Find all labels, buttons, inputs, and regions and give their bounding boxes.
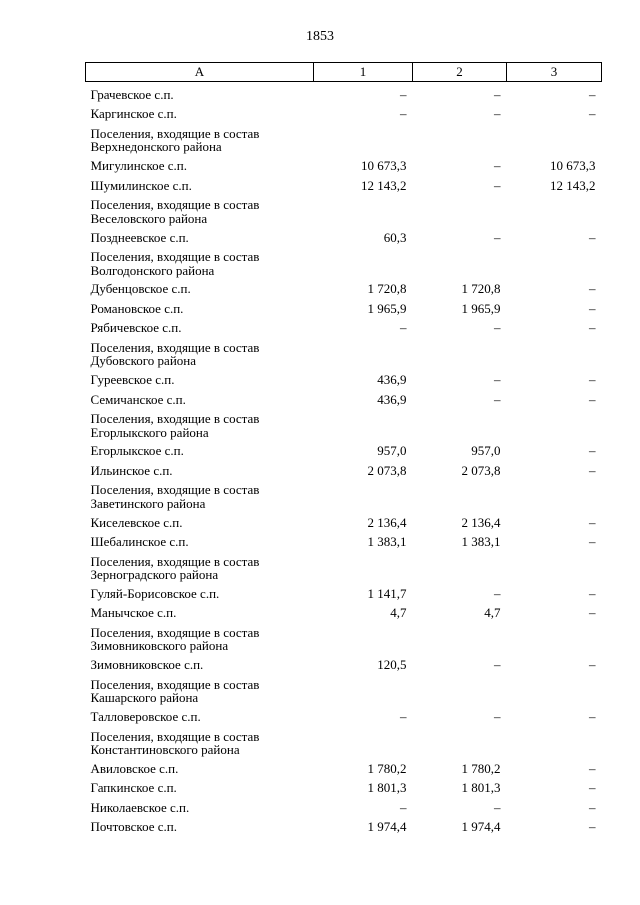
column-3-cell: –: [589, 229, 596, 245]
column-2-cell: 1 974,4: [461, 819, 501, 835]
table-row: [86, 387, 602, 406]
settlement-name-cell: Манычское с.п.: [90, 605, 177, 621]
column-2-cell: [413, 672, 507, 705]
column-2-cell: –: [494, 320, 501, 336]
settlement-name-cell: Талловеровское с.п.: [90, 709, 201, 725]
table-group-row: [86, 672, 602, 705]
group-heading-cell: Поселения, входящие в состав Дубовского района: [90, 339, 260, 369]
column-3-cell: 10 673,3: [550, 158, 596, 174]
column-2-cell: 4,7: [484, 605, 501, 621]
column-1-cell: 10 673,3: [361, 158, 407, 174]
settlement-name-cell: Николаевское с.п.: [90, 799, 190, 815]
column-2-cell: [413, 193, 507, 226]
settlement-name-cell: Авиловское с.п.: [90, 761, 179, 777]
table-group-row: [86, 620, 602, 653]
table-group-row: [86, 478, 602, 511]
group-heading-cell: Поселения, входящие в состав Зимовниковского района: [90, 624, 260, 654]
table-row: [86, 530, 602, 549]
table-row: [86, 815, 602, 834]
settlement-name-cell: Каргинское с.п.: [90, 106, 177, 122]
column-3-cell: –: [589, 443, 596, 459]
column-2-cell: –: [494, 229, 501, 245]
table-row: [86, 510, 602, 529]
settlement-name-cell: Шебалинское с.п.: [90, 534, 189, 550]
table-row: [86, 582, 602, 601]
column-3-cell: –: [589, 819, 596, 835]
table-row: [86, 776, 602, 795]
column-1-cell: 957,0: [377, 443, 407, 459]
column-3-cell: –: [589, 372, 596, 388]
table-body: [86, 82, 602, 835]
settlement-name-cell: Романовское с.п.: [90, 300, 184, 316]
table-group-row: [86, 245, 602, 278]
table-group-row: [86, 407, 602, 440]
column-2-cell: –: [494, 585, 501, 601]
table-row: [86, 458, 602, 477]
table-row: [86, 757, 602, 776]
column-3-cell: –: [589, 391, 596, 407]
column-2-cell: –: [494, 372, 501, 388]
settlement-name-cell: Почтовское с.п.: [90, 819, 177, 835]
column-1-cell: [314, 121, 413, 154]
page-number: 1853: [306, 29, 334, 44]
column-1-cell: [314, 193, 413, 226]
column-3-cell: –: [589, 534, 596, 550]
column-3-cell: –: [589, 514, 596, 530]
column-3-cell: –: [589, 300, 596, 316]
table-row: [86, 173, 602, 192]
column-3-cell: –: [589, 799, 596, 815]
column-2-cell: 2 136,4: [461, 514, 501, 530]
column-2-cell: [413, 478, 507, 511]
column-3-cell: –: [589, 462, 596, 478]
column-3-cell: –: [589, 585, 596, 601]
column-1-cell: 1 801,3: [367, 780, 407, 796]
column-3-cell: [507, 335, 602, 368]
settlement-name-cell: Грачевское с.п.: [90, 87, 174, 102]
table-row: [86, 439, 602, 458]
group-heading-cell: Поселения, входящие в состав Верхнедонского района: [90, 125, 260, 155]
column-2-cell: [413, 549, 507, 582]
table-row: [86, 296, 602, 315]
column-1-cell: 2 136,4: [367, 514, 407, 530]
column-1-cell: –: [400, 106, 407, 122]
table-row: [86, 316, 602, 335]
column-3-cell: [507, 620, 602, 653]
table-row: [86, 277, 602, 296]
column-3-cell: [507, 549, 602, 582]
settlement-name-cell: Гапкинское с.п.: [90, 780, 177, 796]
table-row: [86, 82, 602, 103]
column-1-cell: –: [400, 320, 407, 336]
column-3-cell: [507, 121, 602, 154]
column-header-2: 2: [413, 63, 507, 82]
column-header-a: А: [86, 63, 314, 82]
table-row: [86, 154, 602, 173]
table-group-row: [86, 335, 602, 368]
column-2-cell: –: [494, 177, 501, 193]
column-3-cell: –: [589, 761, 596, 777]
table-group-row: [86, 549, 602, 582]
column-1-cell: –: [400, 87, 407, 102]
column-1-cell: 1 780,2: [367, 761, 407, 777]
column-2-cell: –: [494, 657, 501, 673]
column-1-cell: –: [400, 799, 407, 815]
column-2-cell: [413, 620, 507, 653]
group-heading-cell: Поселения, входящие в состав Кашарского района: [90, 676, 260, 706]
column-1-cell: 1 720,8: [367, 281, 407, 297]
column-2-cell: 2 073,8: [461, 462, 501, 478]
column-1-cell: [314, 478, 413, 511]
column-2-cell: –: [494, 158, 501, 174]
column-1-cell: –: [400, 709, 407, 725]
settlement-name-cell: Семичанское с.п.: [90, 391, 186, 407]
column-header-3: 3: [507, 63, 602, 82]
column-1-cell: 4,7: [390, 605, 407, 621]
column-1-cell: 1 383,1: [367, 534, 407, 550]
column-2-cell: –: [494, 391, 501, 407]
column-1-cell: [314, 245, 413, 278]
column-1-cell: 2 073,8: [367, 462, 407, 478]
column-2-cell: 1 383,1: [461, 534, 501, 550]
column-1-cell: 436,9: [377, 372, 407, 388]
column-2-cell: [413, 245, 507, 278]
column-3-cell: 12 143,2: [550, 177, 596, 193]
table-row: [86, 601, 602, 620]
settlement-name-cell: Гуляй-Борисовское с.п.: [90, 585, 220, 601]
table-row: [86, 653, 602, 672]
table-row: [86, 368, 602, 387]
column-3-cell: –: [589, 657, 596, 673]
column-1-cell: 60,3: [383, 229, 407, 245]
column-3-cell: –: [589, 281, 596, 297]
column-1-cell: 1 141,7: [367, 585, 407, 601]
column-3-cell: [507, 478, 602, 511]
column-3-cell: –: [589, 780, 596, 796]
settlement-name-cell: Позднеевское с.п.: [90, 229, 189, 245]
table-row: [86, 225, 602, 244]
column-2-cell: [413, 121, 507, 154]
settlement-name-cell: Киселевское с.п.: [90, 514, 183, 530]
column-3-cell: [507, 193, 602, 226]
settlement-name-cell: Рябичевское с.п.: [90, 320, 182, 336]
column-3-cell: [507, 407, 602, 440]
column-2-cell: [413, 335, 507, 368]
column-3-cell: –: [589, 605, 596, 621]
column-2-cell: [413, 407, 507, 440]
column-2-cell: [413, 724, 507, 757]
table-row: [86, 795, 602, 814]
budget-table: [85, 62, 602, 834]
settlement-name-cell: Егорлыкское с.п.: [90, 443, 184, 459]
settlement-name-cell: Гуреевское с.п.: [90, 372, 175, 388]
column-2-cell: 1 965,9: [461, 300, 501, 316]
column-3-cell: [507, 672, 602, 705]
column-1-cell: [314, 672, 413, 705]
column-3-cell: –: [589, 709, 596, 725]
column-2-cell: 1 720,8: [461, 281, 501, 297]
table-group-row: [86, 121, 602, 154]
column-1-cell: 1 965,9: [367, 300, 407, 316]
column-2-cell: 957,0: [471, 443, 501, 459]
column-1-cell: 120,5: [377, 657, 407, 673]
column-3-cell: [507, 724, 602, 757]
table-row: [86, 102, 602, 121]
settlement-name-cell: Ильинское с.п.: [90, 462, 173, 478]
column-1-cell: [314, 335, 413, 368]
column-3-cell: [507, 245, 602, 278]
column-3-cell: –: [589, 106, 596, 122]
group-heading-cell: Поселения, входящие в состав Веселовского района: [90, 197, 260, 226]
column-1-cell: 12 143,2: [361, 177, 407, 193]
column-2-cell: –: [494, 87, 501, 102]
column-1-cell: [314, 724, 413, 757]
column-header-1: 1: [314, 63, 413, 82]
column-1-cell: 436,9: [377, 391, 407, 407]
group-heading-cell: Поселения, входящие в состав Зерноградского района: [90, 553, 260, 583]
group-heading-cell: Поселения, входящие в состав Егорлыкского района: [90, 411, 260, 440]
settlement-name-cell: Дубенцовское с.п.: [90, 281, 191, 297]
group-heading-cell: Поселения, входящие в состав Константиновского района: [90, 728, 260, 758]
column-2-cell: 1 780,2: [461, 761, 501, 777]
settlement-name-cell: Шумилинское с.п.: [90, 177, 192, 193]
column-1-cell: 1 974,4: [367, 819, 407, 835]
settlement-name-cell: Зимовниковское с.п.: [90, 657, 204, 673]
settlement-name-cell: Мигулинское с.п.: [90, 158, 188, 174]
table-group-row: [86, 724, 602, 757]
column-2-cell: –: [494, 106, 501, 122]
column-1-cell: [314, 549, 413, 582]
group-heading-cell: Поселения, входящие в состав Волгодонского района: [90, 249, 260, 278]
column-1-cell: [314, 620, 413, 653]
column-1-cell: [314, 407, 413, 440]
group-heading-cell: Поселения, входящие в состав Заветинского района: [90, 482, 260, 511]
table-group-row: [86, 193, 602, 226]
column-3-cell: –: [589, 320, 596, 336]
column-2-cell: –: [494, 799, 501, 815]
column-2-cell: 1 801,3: [461, 780, 501, 796]
column-2-cell: –: [494, 709, 501, 725]
table-row: [86, 705, 602, 724]
table-header-row: [86, 63, 602, 82]
column-3-cell: –: [589, 87, 596, 102]
